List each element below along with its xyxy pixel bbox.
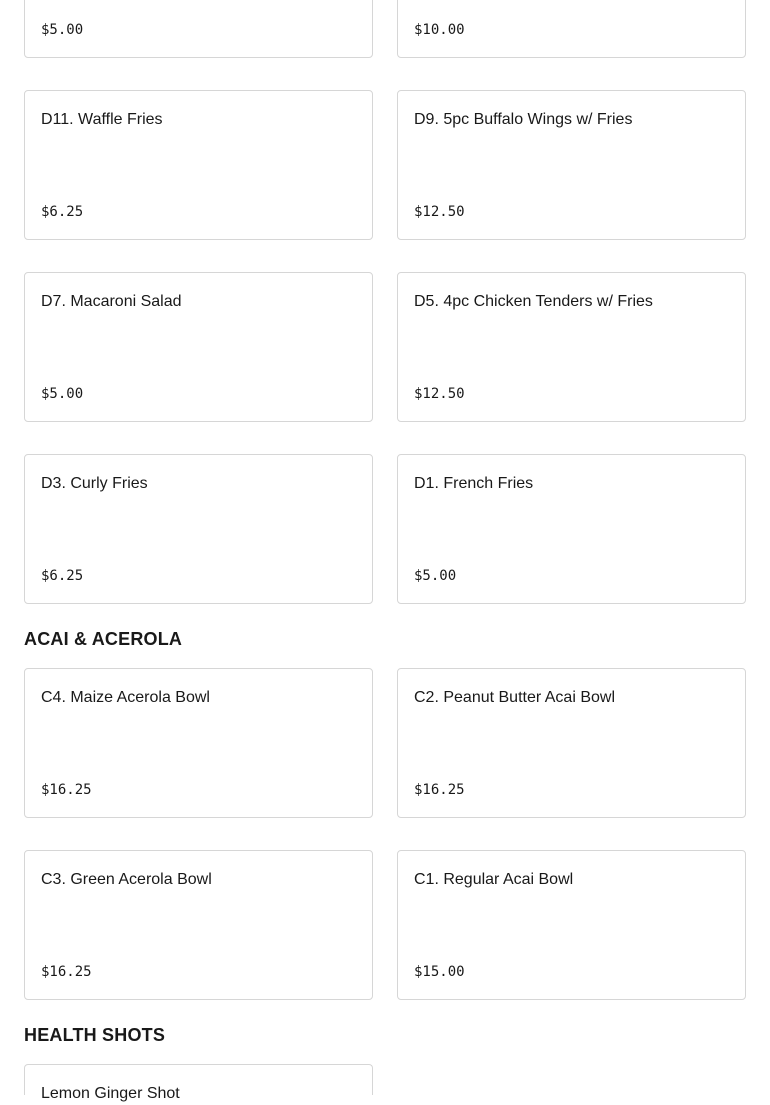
menu-item-card[interactable] [24,90,373,240]
menu-item-card[interactable] [397,0,746,58]
menu-item-price: $6.25 [41,568,84,584]
menu-item-name: C4. Maize Acerola Bowl [41,689,210,706]
menu-item-name: D11. Waffle Fries [41,111,163,128]
menu-item-card[interactable] [24,454,373,604]
menu-item-name: Lemon Ginger Shot [41,1085,180,1102]
menu-item-price: $6.25 [41,204,84,220]
menu-item-name: D9. 5pc Buffalo Wings w/ Fries [414,111,633,128]
menu-item-price: $16.25 [41,782,92,798]
menu-item-name: D1. French Fries [414,475,534,492]
menu-item-card[interactable] [397,454,746,604]
menu-item-name: D3. Curly Fries [41,475,148,492]
section-title: HEALTH SHOTS [24,1025,166,1045]
menu-item-card[interactable] [24,272,373,422]
menu-item-name: D7. Macaroni Salad [41,293,182,310]
menu-item-card[interactable] [397,90,746,240]
menu-item-card[interactable] [397,668,746,818]
menu-item-name: C2. Peanut Butter Acai Bowl [414,689,615,706]
menu-item-price: $16.25 [41,964,92,980]
menu-item-card[interactable] [24,0,373,58]
menu-item-price: $5.00 [41,22,84,38]
menu-item-price: $15.00 [414,964,465,980]
menu-item-card[interactable] [24,850,373,1000]
section-title: ACAI & ACEROLA [24,629,183,649]
menu-item-price: $12.50 [414,386,465,402]
menu-item-card[interactable] [397,850,746,1000]
menu-item-card[interactable] [397,272,746,422]
menu-item-price: $10.00 [414,22,465,38]
menu-item-price: $5.00 [41,386,84,402]
menu-item-price: $5.00 [414,568,457,584]
menu-item-name: D5. 4pc Chicken Tenders w/ Fries [414,293,653,310]
menu-item-card[interactable] [24,1064,373,1102]
menu-item-price: $12.50 [414,204,465,220]
menu-item-price: $16.25 [414,782,465,798]
menu-item-name: C3. Green Acerola Bowl [41,871,212,888]
menu-item-name: C1. Regular Acai Bowl [414,871,574,888]
menu-item-card[interactable] [24,668,373,818]
